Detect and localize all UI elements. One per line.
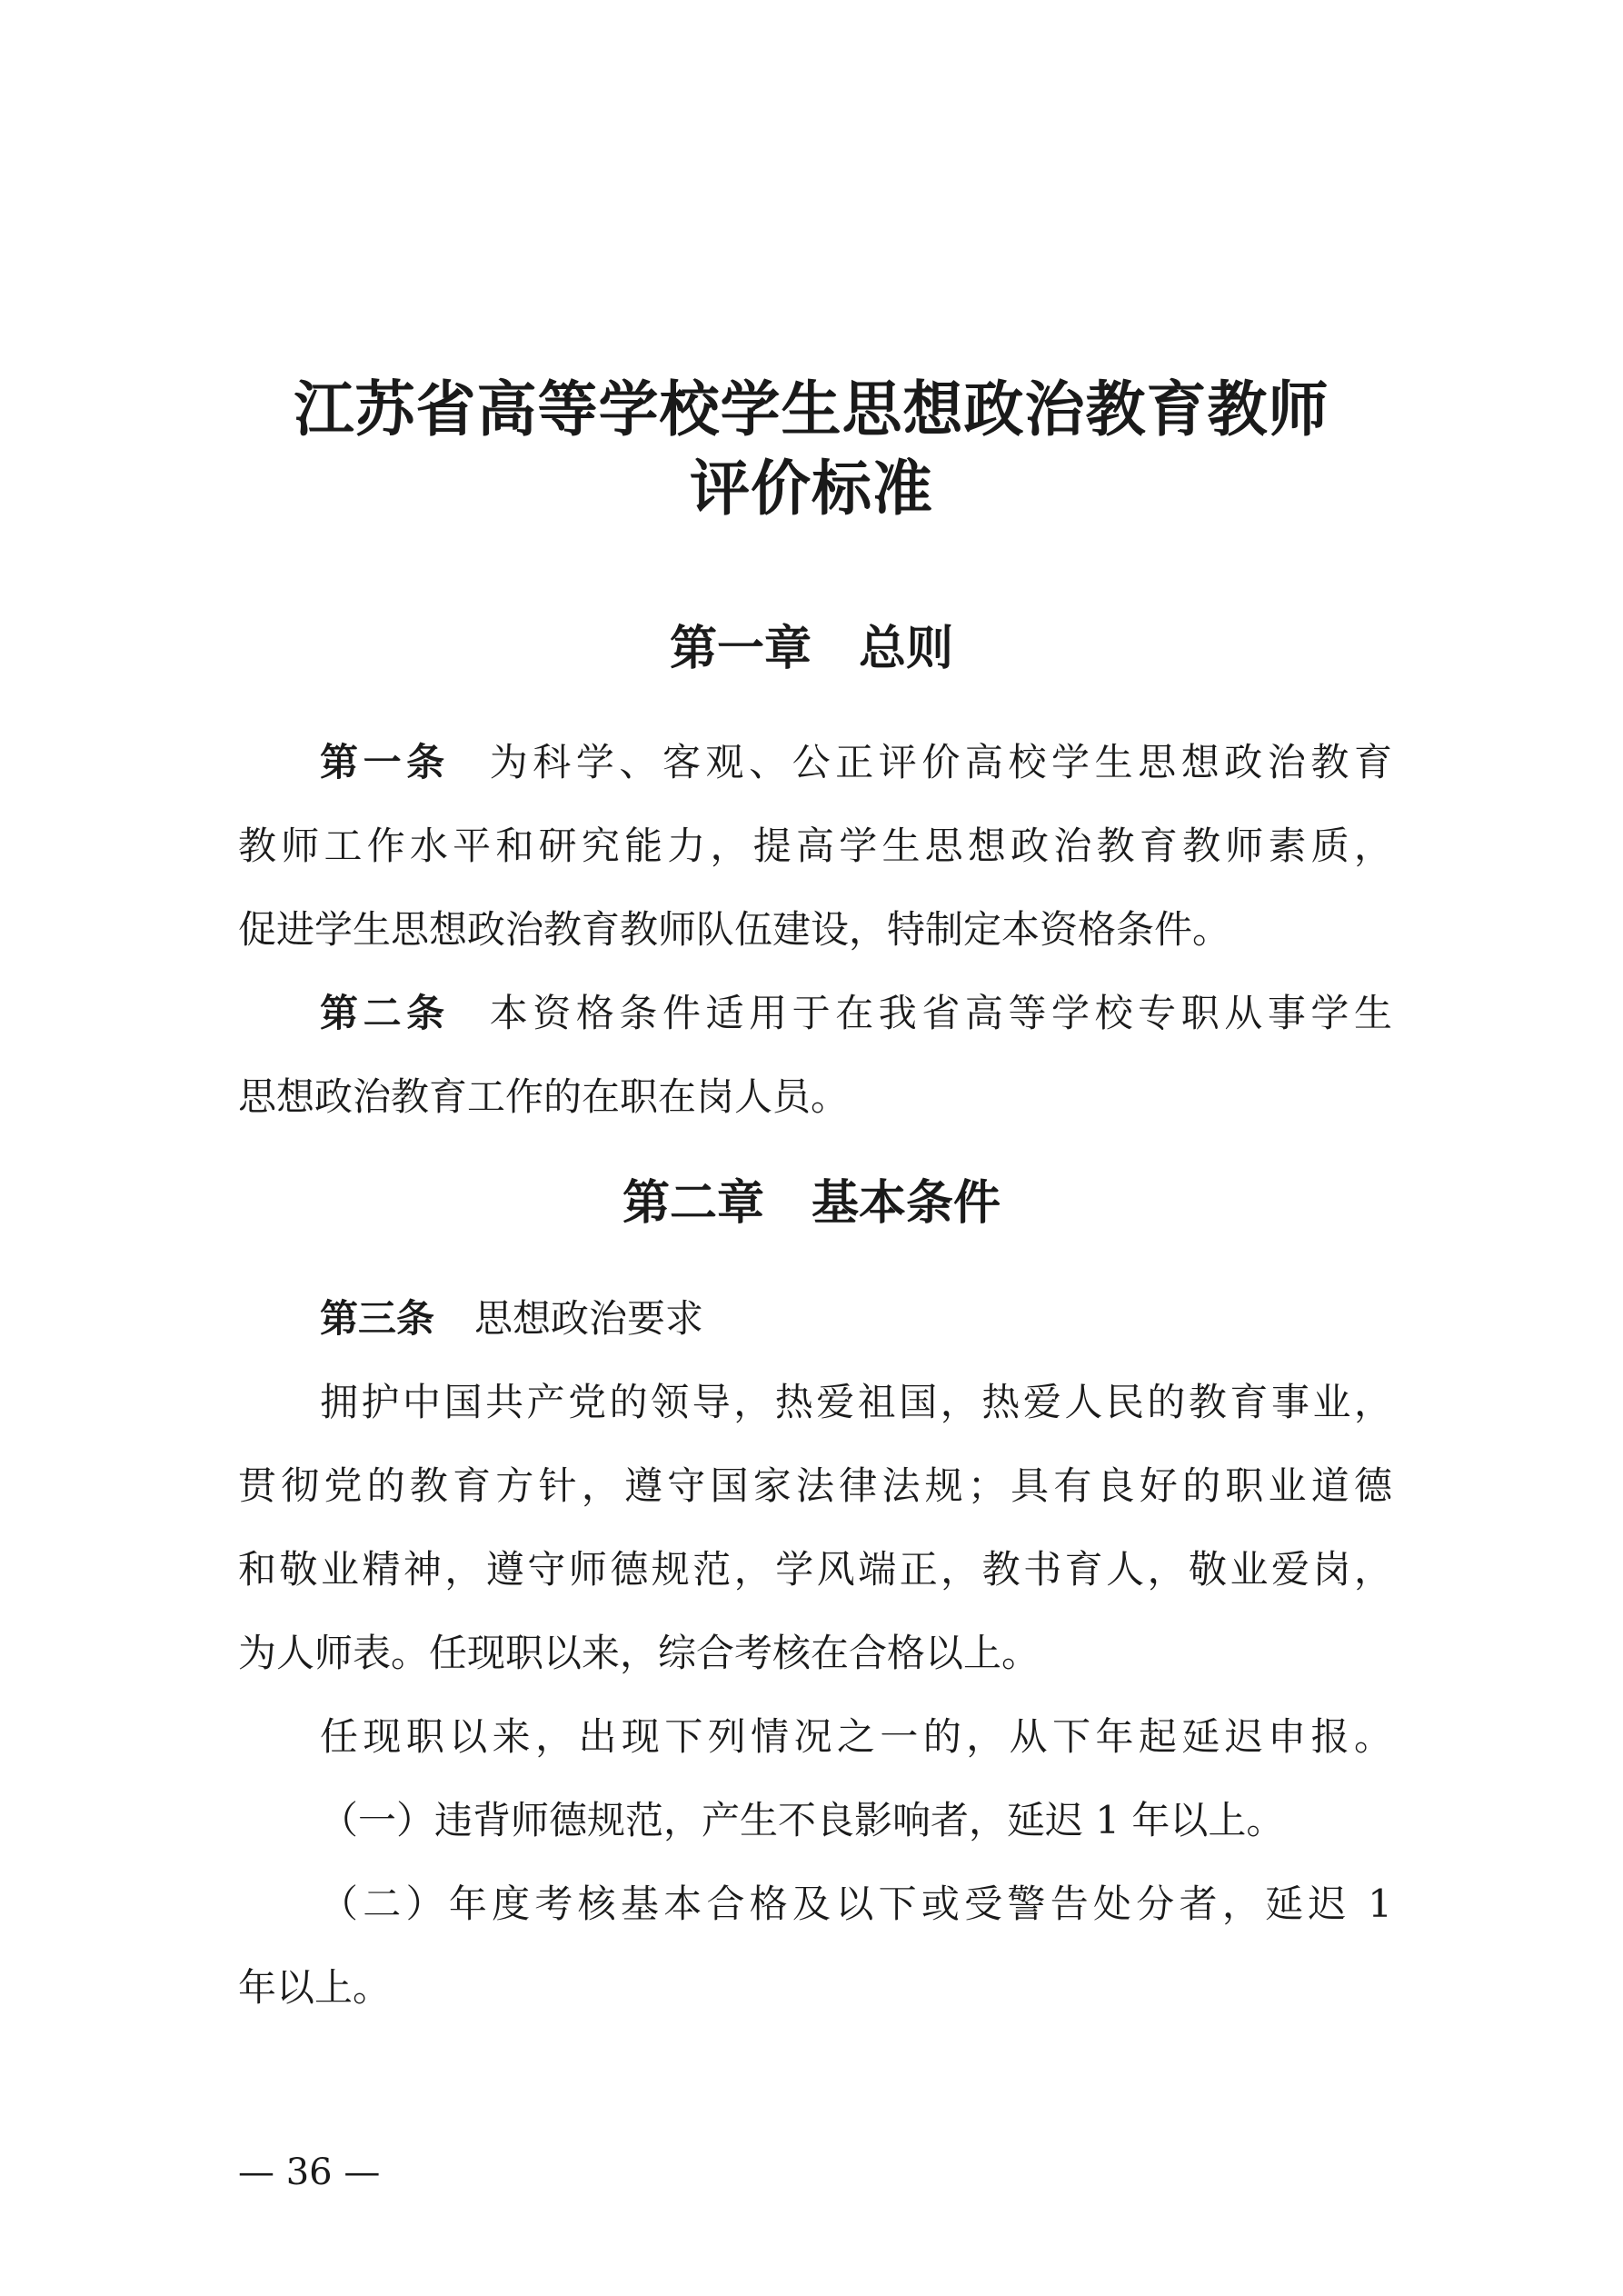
article-1-line-3: 促进学生思想政治教育教师队伍建设，特制定本资格条件。 bbox=[238, 907, 1231, 952]
document-title-line-2: 评价标准 bbox=[690, 454, 933, 524]
article-3-label: 第三条 bbox=[320, 1296, 435, 1341]
article-3-para-1-line-4: 为人师表。任现职以来，综合考核在合格以上。 bbox=[238, 1631, 1041, 1675]
document-title-line-1: 江苏省高等学校学生思想政治教育教师 bbox=[294, 374, 1329, 444]
article-2-line-1: 第二条 本资格条件适用于在我省高等学校专职从事学生 bbox=[320, 991, 1392, 1035]
article-3-item-2-line-1: （二）年度考核基本合格及以下或受警告处分者，延迟 1 bbox=[320, 1882, 1392, 1926]
article-3-heading bbox=[320, 1296, 1392, 1341]
article-1-line-1: 第一条 为科学、客观、公正评价高校学生思想政治教育 bbox=[320, 740, 1392, 784]
article-2-label: 第二条 bbox=[320, 991, 450, 1035]
article-2-line-2: 思想政治教育工作的在职在岗人员。 bbox=[238, 1074, 850, 1119]
article-3-item-1: （一）违背师德规范，产生不良影响者，延迟 1 年以上。 bbox=[320, 1798, 1285, 1842]
chapter-1-heading: 第一章 总则 bbox=[669, 622, 953, 676]
article-3-para-2: 任现职以来，出现下列情况之一的，从下年起延迟申报。 bbox=[320, 1714, 1392, 1759]
article-3-para-1-line-3: 和敬业精神，遵守师德规范，学风端正，教书育人，敬业爱岗， bbox=[238, 1547, 1392, 1592]
article-3-para-1-line-2: 贯彻党的教育方针，遵守国家法律法规；具有良好的职业道德 bbox=[238, 1463, 1392, 1508]
page-number: — 36 — bbox=[238, 2151, 381, 2193]
article-3-item-2-line-2: 年以上。 bbox=[238, 1965, 392, 2010]
article-3-para-1-line-1: 拥护中国共产党的领导，热爱祖国，热爱人民的教育事业， bbox=[320, 1380, 1392, 1424]
article-3-title: 思想政治要求 bbox=[474, 1296, 704, 1341]
article-1-label: 第一条 bbox=[320, 740, 450, 784]
article-1-line-2: 教师工作水平和研究能力，提高学生思想政治教育教师素质， bbox=[238, 824, 1392, 868]
chapter-2-heading: 第二章 基本条件 bbox=[622, 1176, 1001, 1231]
